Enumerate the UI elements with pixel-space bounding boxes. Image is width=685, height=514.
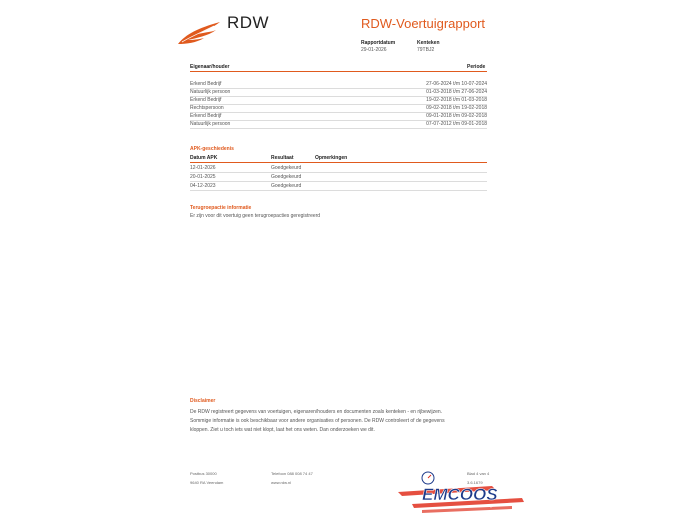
apk-date: 04-12-2023 <box>190 183 216 189</box>
owner-period: 27-06-2024 t/m 10-07-2024 <box>426 81 487 87</box>
owners-column-period: Periode <box>467 64 486 70</box>
owner-period: 07-07-2012 t/m 09-01-2018 <box>426 121 487 127</box>
footer-code: 3.6.1679 <box>467 480 483 485</box>
emcoos-logo <box>392 470 527 514</box>
apk-result: Goedgekeurd <box>271 183 302 189</box>
apk-result: Goedgekeurd <box>271 174 302 180</box>
apk-column-date: Datum APK <box>190 155 218 161</box>
recall-section-title: Terugroepactie informatie <box>190 205 252 211</box>
emcoos-logo-text: EMCOOS <box>422 485 498 504</box>
recall-text: Er zijn voor dit voertuig geen terugroepacties geregistreerd <box>190 213 321 219</box>
owner-period: 09-02-2018 t/m 19-02-2018 <box>426 105 487 111</box>
apk-row <box>190 182 487 191</box>
report-title: RDW-Voertuigrapport <box>361 16 486 31</box>
owner-period: 09-01-2018 t/m 09-02-2018 <box>426 113 487 119</box>
owners-column-owner: Eigenaar/houder <box>190 64 230 70</box>
apk-date: 20-01-2025 <box>190 174 216 180</box>
disclaimer-title: Disclaimer <box>190 398 216 404</box>
disclaimer-line-3: kloppen. Ziet u toch iets wat niet klopt, laat het ons weten. Dan onderzoeken we dit. <box>190 427 375 433</box>
owner-type: Natuurlijk persoon <box>190 121 231 127</box>
owner-row <box>190 120 487 129</box>
owner-period: 19-02-2018 t/m 01-03-2018 <box>426 97 487 103</box>
owner-type: Natuurlijk persoon <box>190 89 231 95</box>
apk-result: Goedgekeurd <box>271 165 302 171</box>
disclaimer-line-2: Sommige informatie is ook beschikbaar voor andere organisaties of personen. De RDW controleert of de gegevens <box>190 418 445 424</box>
owner-type: Erkend Bedrijf <box>190 113 222 119</box>
apk-date: 12-01-2026 <box>190 165 216 171</box>
apk-header-rule <box>190 162 487 163</box>
owner-period: 01-03-2018 t/m 27-06-2024 <box>426 89 487 95</box>
apk-row <box>190 173 487 182</box>
apk-column-result: Resultaat <box>271 155 294 161</box>
owner-type: Rechtspersoon <box>190 105 224 111</box>
rdw-logo-icon <box>176 20 222 46</box>
apk-row <box>190 164 487 173</box>
footer-postbus: Postbus 30000 <box>190 471 217 476</box>
apk-section-title: APK-geschiedenis <box>190 146 234 152</box>
owners-header-rule <box>190 71 487 72</box>
license-plate-value: 79TBJ2 <box>417 47 435 53</box>
footer-city: 9640 RA Veendam <box>190 480 224 485</box>
owner-type: Erkend Bedrijf <box>190 97 222 103</box>
report-date-label: Rapportdatum <box>361 40 396 46</box>
brand-name: RDW <box>227 13 270 32</box>
footer-phone: Telefoon 088 008 74 47 <box>271 471 313 476</box>
owner-type: Erkend Bedrijf <box>190 81 222 87</box>
apk-column-remarks: Opmerkingen <box>315 155 348 161</box>
emcoos-tagline: autobedrijf <box>474 503 493 508</box>
disclaimer-line-1: De RDW registreert gegevens van voertuigen, eigenaren/houders en documenten zoals kenteken - en rijbewijzen. <box>190 409 443 415</box>
report-date-value: 29-01-2026 <box>361 47 387 53</box>
footer-website[interactable]: www.rdw.nl <box>271 480 292 485</box>
footer-page-number: Blad 4 van 4 <box>467 471 490 476</box>
license-plate-label: Kenteken <box>417 40 440 46</box>
